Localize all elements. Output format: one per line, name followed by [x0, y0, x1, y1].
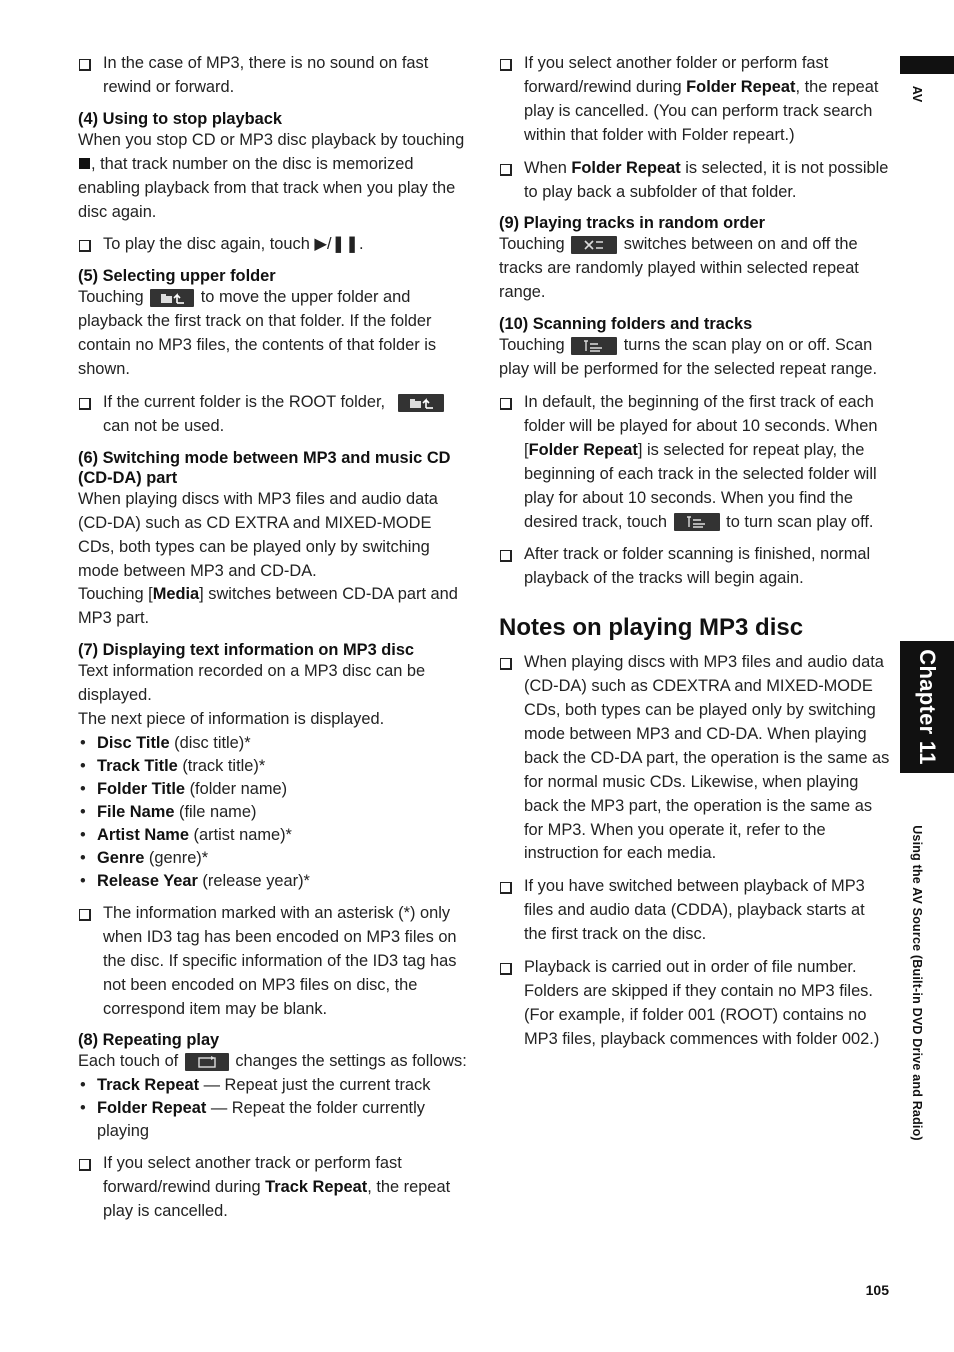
note-mp3-fast: In the case of MP3, there is no sound on fast rewind or forward. — [78, 52, 470, 100]
list-item: • Genre (genre)* — [78, 847, 470, 870]
section-text-info — [78, 640, 470, 893]
heading-scan: (10) Scanning folders and tracks — [499, 315, 753, 334]
av-label: AV — [910, 85, 924, 103]
text-info-paragraph-2: The next piece of information is displayed. — [78, 710, 385, 729]
upper-folder-paragraph: Touching to move the upper folder and playback the first track on that folder. If the folder contain no MP3 files, the contents of that folder is shown. — [78, 288, 437, 379]
upper-folder-icon — [150, 289, 194, 307]
note-play-again: To play the disc again, touch ▶/❚❚. — [78, 233, 470, 257]
heading-upper-folder: (5) Selecting upper folder — [78, 267, 276, 286]
list-item: • Artist Name (artist name)* — [78, 824, 470, 847]
note-folder-repeat-subfolder: When Folder Repeat is selected, it is not possible to play back a subfolder of that folder. — [499, 157, 891, 205]
random-icon — [571, 236, 617, 254]
stop-paragraph: When you stop CD or MP3 disc playback by touching , that track number on the disc is memorized enabling playback from that track when you play the disc again. — [78, 130, 465, 221]
text-info-list — [78, 732, 470, 893]
section-title-vertical: Using the AV Source (Built-in DVD Drive and Radio) — [910, 825, 924, 1141]
section-repeating-play — [78, 1030, 470, 1143]
section-upper-folder — [78, 266, 470, 382]
random-paragraph: Touching switches between on and off the tracks are randomly played within selected repeat range. — [499, 235, 859, 302]
note-scan-finished: After track or folder scanning is finished, normal playback of the tracks will begin again. — [499, 543, 891, 591]
chapter-label: Chapter 11 — [915, 649, 940, 765]
right-column — [499, 52, 891, 1061]
repeat-paragraph: Each touch of changes the settings as follows: — [78, 1052, 467, 1071]
heading-switch-mode: (6) Switching mode between MP3 and music CD (CD-DA) part — [78, 448, 451, 487]
repeat-icon — [185, 1053, 229, 1071]
list-item: • Disc Title (disc title)* — [78, 732, 470, 755]
list-item: • Track Repeat — Repeat just the current track — [78, 1074, 470, 1097]
note-scan-default: In default, the beginning of the first track of each folder will be played for about 10 seconds. When [Folder Repeat] is selected for repeat play, the beginning of each track in the selected folder will play for about 10 seconds. When you find the desired track, touch to turn scan play off. — [499, 391, 891, 534]
note-cdextra: When playing discs with MP3 files and audio data (CD-DA) such as CDEXTRA and MIXED-MODE CDs, both types can be played only by switching mode between MP3 and CD-DA. When playing back the CD-DA part, the operation is the same as for normal music CDs. Likewise, when playing back the MP3 part, the operation is the same as for MP3. When you operate it, refer to the instruction for each media. — [499, 651, 891, 866]
section-random — [499, 213, 891, 305]
note-cdda-switch: If you have switched between playback of MP3 files and audio data (CDDA), playback starts at the first track on the disc. — [499, 875, 891, 947]
section-stop-playback — [78, 109, 470, 225]
switch-mode-paragraph-1: When playing discs with MP3 files and audio data (CD-DA) such as CD EXTRA and MIXED-MODE CDs, both types can be played only by switching mode between MP3 and CD-DA. — [78, 489, 438, 580]
note-track-repeat: If you select another track or perform fast forward/rewind during Track Repeat, the repeat play is cancelled. — [78, 1152, 470, 1224]
note-folder-repeat-cancel: If you select another folder or perform fast forward/rewind during Folder Repeat, the repeat play is cancelled. (You can perform track search within that folder with Folder repeart.) — [499, 52, 891, 148]
heading-text-info: (7) Displaying text information on MP3 disc — [78, 641, 415, 660]
list-item: • File Name (file name) — [78, 801, 470, 824]
scan-paragraph: Touching turns the scan play on or off. Scan play will be performed for the selected repeat range. — [499, 336, 878, 379]
note-file-order: Playback is carried out in order of file number. Folders are skipped if they contain no MP3 files. (For example, if folder 001 (ROOT) contains no MP3 files, playback commences with folder 002.) — [499, 956, 891, 1052]
scan-icon — [674, 513, 720, 531]
stop-square-icon — [79, 158, 90, 169]
media-label: Media — [152, 585, 200, 604]
text-info-paragraph-1: Text information recorded on a MP3 disc can be displayed. — [78, 662, 426, 705]
notes-heading: Notes on playing MP3 disc — [499, 614, 804, 642]
av-tab — [900, 56, 954, 74]
note-root-folder: If the current folder is the ROOT folder, can not be used. — [78, 391, 470, 439]
section-scan — [499, 314, 891, 382]
list-item: • Release Year (release year)* — [78, 870, 470, 893]
note-asterisk: The information marked with an asterisk (*) only when ID3 tag has been encoded on MP3 files on the disc. If specific information of the ID3 tag has not been encoded on MP3 files on disc, the correspond item may be blank. — [78, 902, 470, 1022]
list-item: • Track Title (track title)* — [78, 755, 470, 778]
repeat-list — [78, 1074, 470, 1143]
heading-repeating-play: (8) Repeating play — [78, 1031, 220, 1050]
left-column — [78, 52, 470, 1233]
upper-folder-icon — [398, 394, 444, 412]
heading-random: (9) Playing tracks in random order — [499, 214, 765, 233]
page-number: 105 — [865, 1282, 889, 1298]
scan-icon — [571, 337, 617, 355]
switch-mode-paragraph-2: Touching [Media] switches between CD-DA part and MP3 part. — [78, 585, 458, 628]
list-item: • Folder Repeat — Repeat the folder currently playing — [78, 1097, 470, 1143]
list-item: • Folder Title (folder name) — [78, 778, 470, 801]
heading-stop-playback: (4) Using to stop playback — [78, 109, 283, 128]
section-switch-mode — [78, 448, 470, 631]
